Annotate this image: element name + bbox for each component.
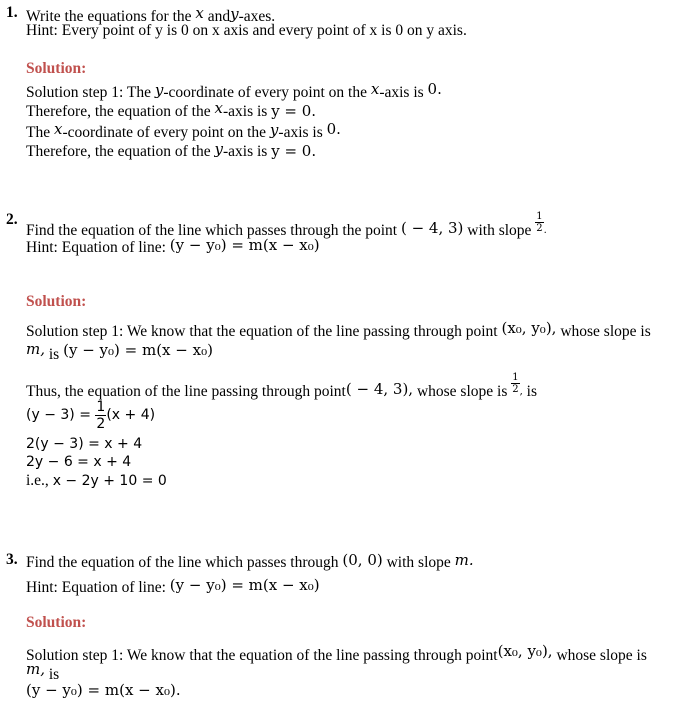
q1-question-text: Write the equations for the	[26, 8, 192, 25]
q1-s1-mid: -coordinate of every point on the	[163, 84, 367, 101]
q2-s2-punct: ,	[519, 386, 523, 397]
q2-equation-2: 2(y − 3) = x + 4	[26, 436, 143, 452]
q2-question-text: Find the equation of the line which passes through the point	[26, 222, 398, 239]
q2-s2-slope-text: whose slope is	[416, 383, 508, 400]
q3-s1-equation: (y − y₀) = m(x − x₀).	[26, 681, 181, 699]
q2-s2-is: is	[526, 383, 538, 400]
q1-question-x: x	[195, 4, 204, 22]
q3-question-text: Find the equation of the line which passes through	[26, 554, 339, 571]
q3-solution-label: Solution:	[26, 614, 87, 631]
q1-solution-line-3	[26, 120, 341, 142]
q1-s3-y: y	[269, 121, 279, 139]
q2-s2-denominator: 2	[512, 384, 519, 395]
q3-hint-text: Hint: Equation of line:	[26, 579, 166, 596]
q1-s2-equation: y = 0.	[271, 102, 317, 120]
q1-solution-line-2	[26, 99, 316, 121]
q1-question-end: -axes.	[238, 8, 276, 25]
q3-s1-is: is	[48, 666, 60, 683]
q2-equation-4	[26, 472, 167, 490]
q2-solution-line-1	[26, 319, 651, 341]
q2-s1-m: m,	[26, 340, 45, 358]
q1-s3-text: The	[26, 124, 51, 141]
q3-s1-point: (x₀, y₀),	[497, 642, 553, 660]
q2-s1-equation: (y − y₀) = m(x − x₀)	[63, 341, 213, 359]
q3-solution-line-1	[26, 642, 647, 665]
q1-s4-mid: -axis is	[222, 143, 268, 160]
q2-hint-text: Hint: Equation of line:	[26, 239, 166, 256]
q1-s3-x: x	[53, 120, 63, 138]
q3-question-slope-text: with slope	[386, 554, 451, 571]
q1-s2-mid: -axis is	[222, 103, 268, 120]
q1-s3-end: -axis is	[278, 124, 323, 141]
q2-solution-line-1b	[26, 340, 213, 364]
q1-solution-label: Solution:	[26, 60, 87, 77]
q3-s1-m: m,	[26, 660, 45, 678]
q1-s1-y: y	[154, 81, 164, 99]
q1-s1-end: -axis is	[379, 84, 424, 101]
q2-question-slope-fraction	[535, 211, 543, 234]
q2-s2-numerator: 1	[512, 372, 519, 383]
q2-e1-denominator: 2	[96, 415, 106, 432]
q2-s1-is: is	[48, 346, 60, 363]
q2-s1-text: Solution step 1: We know that the equation of the line passing through point	[26, 323, 498, 340]
q3-number: 3.	[6, 551, 18, 568]
q2-e4-prefix: i.e.,	[26, 472, 49, 489]
q2-s1-slope-text: whose slope is	[560, 323, 651, 340]
q2-question-slope-text: with slope	[467, 222, 532, 239]
q1-s3-value: 0.	[326, 120, 341, 138]
q2-number: 2.	[6, 211, 18, 228]
q2-e1-fraction	[95, 399, 106, 432]
q1-number: 1.	[6, 4, 18, 21]
q2-slope-numerator: 1	[536, 211, 543, 222]
q2-s2-point: ( − 4, 3),	[345, 380, 414, 398]
q1-s1-value: 0.	[427, 80, 442, 98]
q3-question	[26, 551, 474, 572]
q1-s3-mid: -coordinate of every point on the	[62, 124, 267, 141]
q3-hint	[26, 576, 320, 597]
q2-solution-line-2	[26, 372, 537, 401]
q2-s1-point: (x₀, y₀),	[501, 319, 557, 337]
q1-s4-equation: y = 0.	[271, 142, 317, 160]
q1-s1-x: x	[370, 80, 380, 98]
q2-equation-1	[26, 398, 155, 432]
q2-slope-punct: .	[543, 225, 547, 236]
q3-hint-equation: (y − y₀) = m(x − x₀)	[169, 576, 320, 594]
q1-hint: Hint: Every point of y is 0 on x axis and every point of x is 0 on y axis.	[26, 22, 467, 39]
q2-hint	[26, 236, 320, 257]
q1-s4-text: Therefore, the equation of the	[26, 143, 211, 160]
q1-solution-line-4	[26, 140, 316, 161]
q2-equation-3: 2y − 6 = x + 4	[26, 454, 132, 470]
q3-question-point: (0, 0)	[342, 551, 383, 569]
q1-question-and: and	[207, 8, 231, 25]
q1-s1-text: Solution step 1: The	[26, 84, 152, 101]
q2-e1-numerator: 1	[96, 398, 106, 415]
q2-s2-text: Thus, the equation of the line passing through point	[26, 383, 346, 400]
q2-solution-label: Solution:	[26, 293, 87, 310]
q2-e1-lhs: (y − 3) =	[26, 407, 91, 423]
q2-hint-equation: (y − y₀) = m(x − x₀)	[169, 236, 320, 254]
q1-s2-text: Therefore, the equation of the	[26, 103, 211, 120]
q1-question-y: y	[230, 5, 239, 23]
q2-slope-denominator: 2	[536, 223, 543, 234]
q2-e4-equation: x − 2y + 10 = 0	[52, 473, 167, 489]
q2-e1-rhs: (x + 4)	[106, 407, 156, 423]
q2-question-point: ( − 4, 3)	[400, 219, 464, 237]
q2-s2-slope-fraction	[511, 372, 519, 395]
q1-s4-y: y	[214, 140, 223, 158]
q1-s2-x: x	[214, 99, 223, 117]
q3-s1-slope-text: whose slope is	[556, 647, 647, 664]
q3-question-m: m.	[454, 551, 474, 569]
q3-s1-text: Solution step 1: We know that the equation of the line passing through point	[26, 647, 498, 664]
